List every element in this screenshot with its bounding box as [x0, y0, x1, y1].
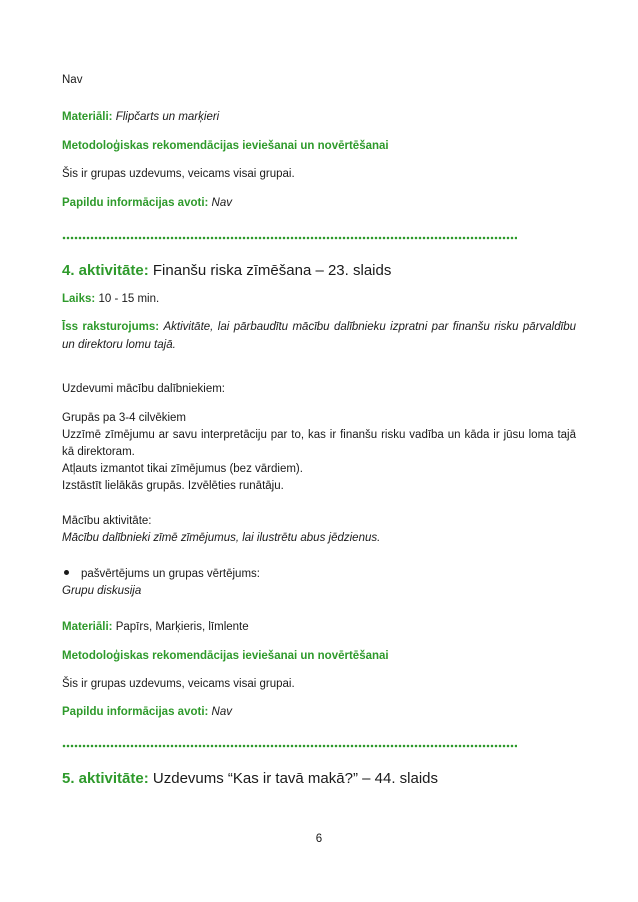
learning-title: Mācību aktivitāte: — [62, 515, 152, 527]
sources-row-4 — [62, 704, 576, 721]
materials-value: Papīrs, Marķieris, līmlente — [115, 621, 249, 633]
activity-4-heading — [62, 261, 391, 281]
method-text-3: Šis ir grupas uzdevums, veicams visai grupai. — [62, 168, 295, 180]
activity-5-heading — [62, 769, 438, 789]
sources-value: Nav — [211, 197, 232, 209]
sources-row-3 — [62, 195, 576, 212]
activity-4-number: 4. aktivitāte: — [62, 262, 149, 279]
task-line: Uzzīmē zīmējumu ar savu interpretāciju par to, kas ir finanšu risku vadība un kāda ir jūsu loma tajā kā direktoram. — [62, 429, 576, 458]
learning-text: Mācību dalībnieki zīmē zīmējumus, lai ilustrētu abus jēdzienus. — [62, 532, 381, 544]
materials-value: Flipčarts un marķieri — [115, 111, 220, 123]
dotted-separator — [62, 236, 517, 240]
bullet-icon — [64, 570, 69, 575]
summary-text: Aktivitāte, lai pārbaudītu mācību dalībnieku izpratni par finanšu risku pārvaldību un direktoru lomu tajā. — [62, 321, 576, 351]
activity-4-title: Finanšu riska zīmēšana – 23. slaids — [152, 262, 392, 279]
activity-5-number: 5. aktivitāte: — [62, 770, 149, 787]
summary-label: Īss raksturojums: — [62, 321, 160, 333]
method-title-4: Metodoloģiskas rekomendācijas ieviešanai un novērtēšanai — [62, 650, 389, 662]
assessment-bullet-row — [62, 566, 576, 583]
materials-label: Materiāli: — [62, 111, 113, 123]
method-text-4: Šis ir grupas uzdevums, veicams visai grupai. — [62, 678, 295, 690]
assessment-bullet-text: pašvērtējums un grupas vērtējums: — [81, 568, 260, 580]
materials-label: Materiāli: — [62, 621, 113, 633]
method-title-3: Metodoloģiskas rekomendācijas ieviešanai un novērtēšanai — [62, 140, 389, 152]
task-line: Atļauts izmantot tikai zīmējumus (bez vārdiem). — [62, 463, 303, 475]
dotted-separator — [62, 744, 517, 748]
materials-row-3 — [62, 109, 576, 126]
sources-label: Papildu informācijas avoti: — [62, 197, 209, 209]
activity-5-title: Uzdevums “Kas ir tavā makā?” – 44. slaids — [152, 770, 439, 787]
task-line: Izstāstīt lielākās grupās. Izvēlēties runātāju. — [62, 480, 284, 492]
assessment-text: Grupu diskusija — [62, 585, 142, 597]
materials-row-4 — [62, 619, 576, 636]
sources-value: Nav — [211, 706, 232, 718]
time-row — [62, 291, 576, 308]
time-label: Laiks: — [62, 293, 96, 305]
tasks-title: Uzdevumi mācību dalībniekiem: — [62, 383, 225, 395]
summary-paragraph — [62, 318, 576, 354]
sources-label: Papildu informācijas avoti: — [62, 706, 209, 718]
nav-text: Nav — [62, 74, 83, 86]
page-number: 6 — [315, 833, 323, 845]
task-line: Grupās pa 3-4 cilvēkiem — [62, 412, 186, 424]
time-value: 10 - 15 min. — [98, 293, 160, 305]
